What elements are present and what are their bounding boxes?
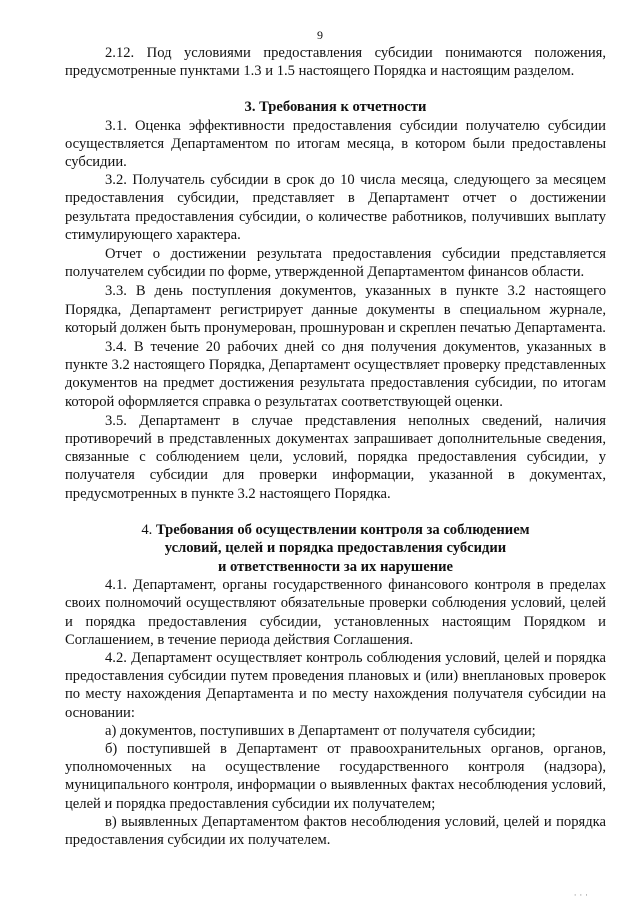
- section-4-heading-line-3: и ответственности за их нарушение: [217, 558, 454, 575]
- scan-artifact-mark: · · ·: [573, 891, 588, 901]
- paragraph-3-1: 3.1. Оценка эффективности предоставления субсидии получателю субсидии осуществляется Департаментом по итогам месяца, в котором были предоставлены субсидии.: [65, 117, 606, 171]
- section-4-heading-line-2: условий, целей и порядка предоставления субсидии: [164, 540, 507, 557]
- paragraph-4-2: 4.2. Департамент осуществляет контроль соблюдения условий, целей и порядка предоставления субсидии путем проведения плановых и (или) внеплановых проверок по месту нахождения Департамента и по месту нахождения получателя субсидии на основании:: [65, 649, 606, 721]
- document-body: [65, 44, 606, 849]
- page-number: 9: [317, 28, 323, 42]
- section-4-heading: [65, 521, 606, 576]
- paragraph-3-3: 3.3. В день поступления документов, указанных в пункте 3.2 настоящего Порядка, Департамент регистрирует данные документы в специальном журнале, который должен быть пронумерован, прошнурован и скреплен печатью Департамента.: [65, 283, 606, 336]
- paragraph-4-1: 4.1. Департамент, органы государственного финансового контроля в пределах своих полномочий осуществляют обязательные проверки соблюдения условий, целей и порядка предоставления субсидии, установленных настоящим Порядком и Соглашением, в течение периода действия Соглашения.: [65, 577, 606, 648]
- paragraph-3-2: 3.2. Получатель субсидии в срок до 10 числа месяца, следующего за месяцем предоставления субсидии, представляет в Департамент отчет о достижении результата предоставления субсидии, о количестве работников, получивших выплату стимулирующего характера.: [65, 172, 606, 243]
- paragraph-4-2-a: а) документов, поступивших в Департамент от получателя субсидии;: [105, 722, 536, 739]
- paragraph-3-2-report: Отчет о достижении результата предоставления субсидии представляется получателем субсидии по форме, утвержденной Департаментом финансов области.: [65, 246, 606, 281]
- paragraph-3-5: 3.5. Департамент в случае представления неполных сведений, наличия противоречий в представленных документах запрашивает дополнительные сведения, связанные с соблюдением цели, условий, порядка предоставления субсидии, у получателя субсидии для проверки информации, указанной в документах, предусмотренных в пункте 3.2 настоящего Порядка.: [65, 412, 606, 502]
- section-4-heading-text-1: Требования об осуществлении контроля за соблюдением: [155, 521, 530, 538]
- paragraph-3-4: 3.4. В течение 20 рабочих дней со дня получения документов, указанных в пункте 3.2 настоящего Порядка, Департамент осуществляет проверку представленных документов на предмет достижения результата предоставления субсидии, по итогам которой оформляется справка о результатах соответствующей оценки.: [65, 339, 606, 410]
- paragraph-2-12: 2.12. Под условиями предоставления субсидии понимаются положения, предусмотренные пунктами 1.3 и 1.5 настоящего Порядка и настоящим разделом.: [65, 45, 606, 80]
- paragraph-4-2-c: в) выявленных Департаментом фактов несоблюдения условий, целей и порядка предоставления субсидии их получателем.: [65, 813, 606, 848]
- section-4-heading-line-1: [65, 521, 606, 539]
- section-4-number: 4.: [141, 521, 153, 538]
- paragraph-4-2-b: б) поступившей в Департамент от правоохранительных органов, органов, уполномоченных на осуществление государственного контроля (надзора), муниципального контроля, информации о выявленных фактах несоблюдения условий, целей и порядка предоставления субсидии их получателем;: [65, 740, 606, 812]
- section-3-heading: 3. Требования к отчетности: [244, 99, 427, 116]
